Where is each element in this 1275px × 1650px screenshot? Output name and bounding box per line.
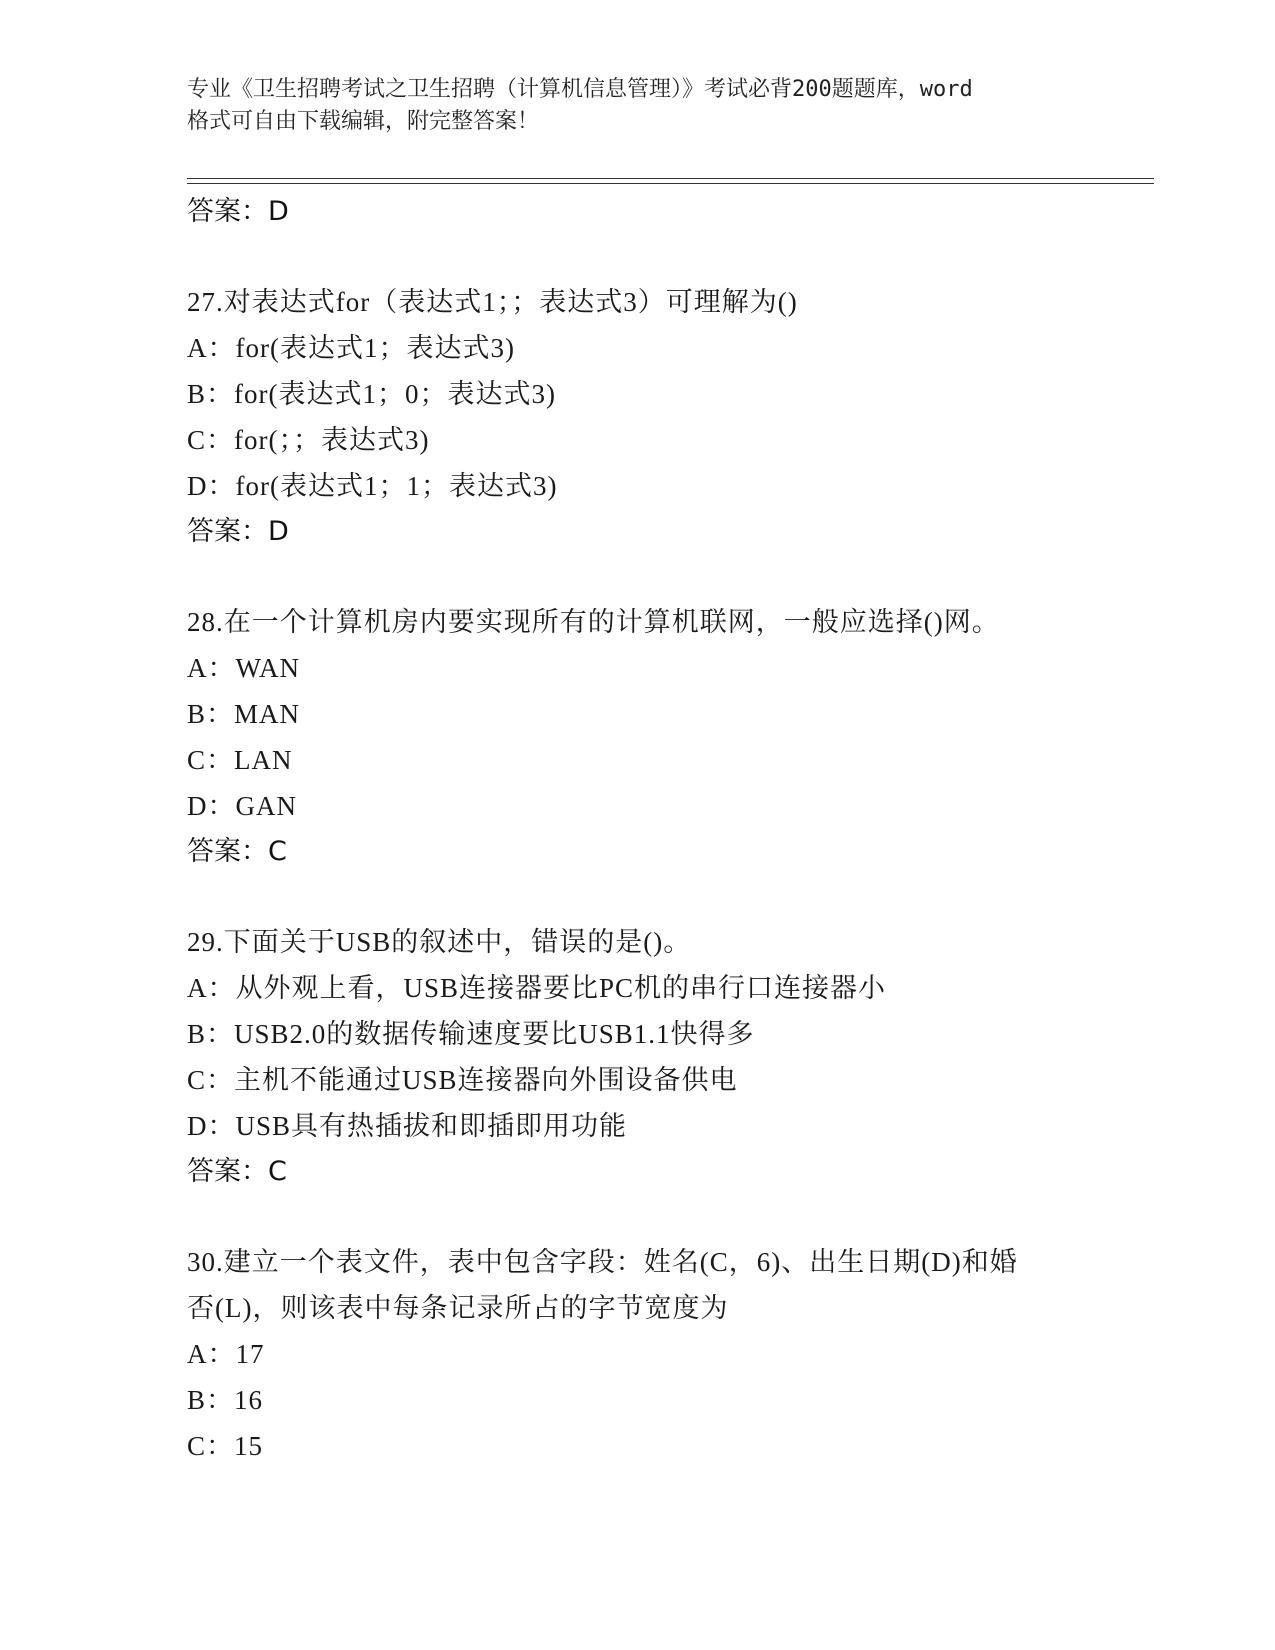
header-divider-bottom	[187, 183, 1154, 184]
document-header	[187, 74, 1087, 138]
option-c: C：主机不能通过USB连接器向外围设备供电	[187, 1065, 738, 1095]
answer-line: 答案：C	[187, 836, 287, 867]
option-c: C：LAN	[187, 745, 293, 775]
option-b: B：for(表达式1；0；表达式3)	[187, 379, 556, 409]
spacer	[187, 235, 1107, 279]
option-a: A：for(表达式1；表达式3)	[187, 333, 515, 363]
option-b: B：MAN	[187, 699, 301, 729]
header-title-line-2: 格式可自由下载编辑，附完整答案！	[187, 109, 540, 134]
option-a: A：17	[187, 1339, 265, 1369]
question-27	[187, 279, 1107, 555]
question-28	[187, 599, 1107, 875]
option-d: D：for(表达式1；1；表达式3)	[187, 471, 558, 501]
question-30	[187, 1239, 1107, 1469]
question-29	[187, 919, 1107, 1195]
question-stem: 29.下面关于USB的叙述中，错误的是()。	[187, 927, 692, 957]
spacer	[187, 875, 1107, 919]
answer-line: 答案：D	[187, 196, 289, 227]
option-b: B：USB2.0的数据传输速度要比USB1.1快得多	[187, 1019, 755, 1049]
option-a: A：WAN	[187, 653, 300, 683]
option-d: D：USB具有热插拔和即插即用功能	[187, 1111, 628, 1141]
question-list	[187, 189, 1107, 1469]
option-a: A：从外观上看，USB连接器要比PC机的串行口连接器小	[187, 973, 887, 1003]
spacer	[187, 1195, 1107, 1239]
answer-line: 答案：D	[187, 516, 289, 547]
answer-line: 答案：C	[187, 1156, 287, 1187]
option-c: C：15	[187, 1431, 264, 1461]
option-c: C：for(；；表达式3)	[187, 425, 430, 455]
option-d: D：GAN	[187, 791, 297, 821]
spacer	[187, 555, 1107, 599]
question-stem: 28.在一个计算机房内要实现所有的计算机联网，一般应选择()网。	[187, 607, 1000, 637]
question-stem-line-2: 否(L)，则该表中每条记录所占的字节宽度为	[187, 1293, 729, 1323]
option-b: B：16	[187, 1385, 264, 1415]
question-stem-line-1: 30.建立一个表文件，表中包含字段：姓名(C，6)、出生日期(D)和婚	[187, 1247, 1018, 1277]
question-stem: 27.对表达式for（表达式1；；表达式3）可理解为()	[187, 287, 798, 317]
header-title-line-1: 专业《卫生招聘考试之卫生招聘（计算机信息管理）》考试必背200题题库，word	[187, 77, 973, 102]
header-divider-top	[187, 178, 1154, 179]
